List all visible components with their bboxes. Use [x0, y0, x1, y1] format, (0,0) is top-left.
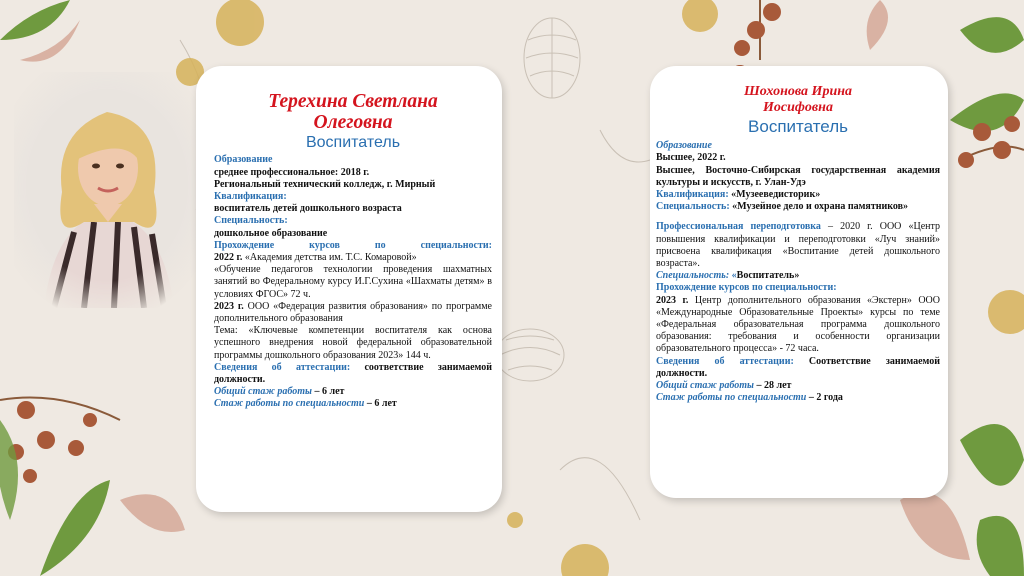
specialty-value: дошкольное образование [214, 227, 328, 239]
qualification-label: Квалификация: [214, 190, 287, 202]
specialty: Специальность: «Музейное дело и охрана памятников» [656, 201, 909, 213]
teacher-position: Воспитатель [748, 117, 848, 137]
courses-label: Прохождение курсов по специальности: [214, 239, 492, 251]
teacher-info [214, 154, 492, 410]
teacher-name: Терехина Светлана Олеговна [268, 91, 438, 133]
education-label: Образование [656, 140, 712, 152]
education-label: Образование [214, 154, 273, 166]
course2: 2023 г. ООО «Федерация развития образования» по программе дополнительного образования [214, 300, 492, 324]
course1: 2022 г. «Академия детства им. Т.С. Комаровой» [214, 251, 417, 263]
attestation: Сведения об аттестации: соответствие занимаемой должности. [214, 361, 492, 385]
teacher-card-shokhonova [650, 66, 948, 498]
specialty2: Специальность: «Воспитатель» [656, 270, 800, 282]
total-experience: Общий стаж работы – 6 лет [214, 386, 345, 398]
teacher-info [656, 140, 940, 404]
retraining: Профессиональная переподготовка – 2020 г. ООО «Центр повышения квалификации и переподготовки «Луч знаний» присвоена квалификация «Воспитание детей дошкольного возраста». [656, 221, 940, 270]
specialty-experience: Стаж работы по специальности – 2 года [656, 392, 843, 404]
teacher-card-tereknina [196, 66, 502, 512]
teacher-name: Шохонова Ирина Иосифовна [743, 84, 852, 116]
teacher-photo [14, 72, 200, 308]
course1-desc: «Обучение педагогов технологии проведения шахматных занятий во Федеральному курсу И.Г.Сухина «Шахматы детям» в условиях ФГОС» 72 ч. [214, 264, 492, 300]
education-institution: Региональный технический колледж, г. Мирный [214, 178, 436, 190]
courses-label: Прохождение курсов по специальности: [656, 282, 837, 294]
branch-left [0, 398, 185, 576]
course2-desc: Тема: «Ключевые компетенции воспитателя как основа успешного внедрения новой федеральной образовательной программы дошкольного образования 2023» 144 ч. [214, 325, 492, 361]
qualification-value: воспитатель детей дошкольного возраста [214, 203, 402, 215]
education-value: среднее профессиональное: 2018 г. [214, 166, 370, 178]
specialty-label: Специальность: [214, 215, 288, 227]
total-experience: Общий стаж работы – 28 лет [656, 380, 792, 392]
course1: 2023 г. Центр дополнительного образования «Экстерн» ООО «Международные Образовательные Проекты» курсы по теме «Федеральная образовательная программа дошкольного образования: требования и особенности организации образовательного процесса» - 72 часа. [656, 294, 941, 355]
teacher-position: Воспитатель [305, 134, 401, 152]
branch-top-left [0, 0, 80, 62]
specialty-experience: Стаж работы по специальности – 6 лет [214, 398, 397, 410]
qualification: Квалификация: «Музееведисторик» [656, 189, 821, 200]
attestation: Сведения об аттестации: Соответствие занимаемой должности. [656, 355, 940, 379]
education-value: Высшее, 2022 г. [656, 152, 726, 164]
education-institution: Высшее, Восточно-Сибирская государственная академия культуры и искусств, г. Улан-Удэ [656, 164, 940, 188]
